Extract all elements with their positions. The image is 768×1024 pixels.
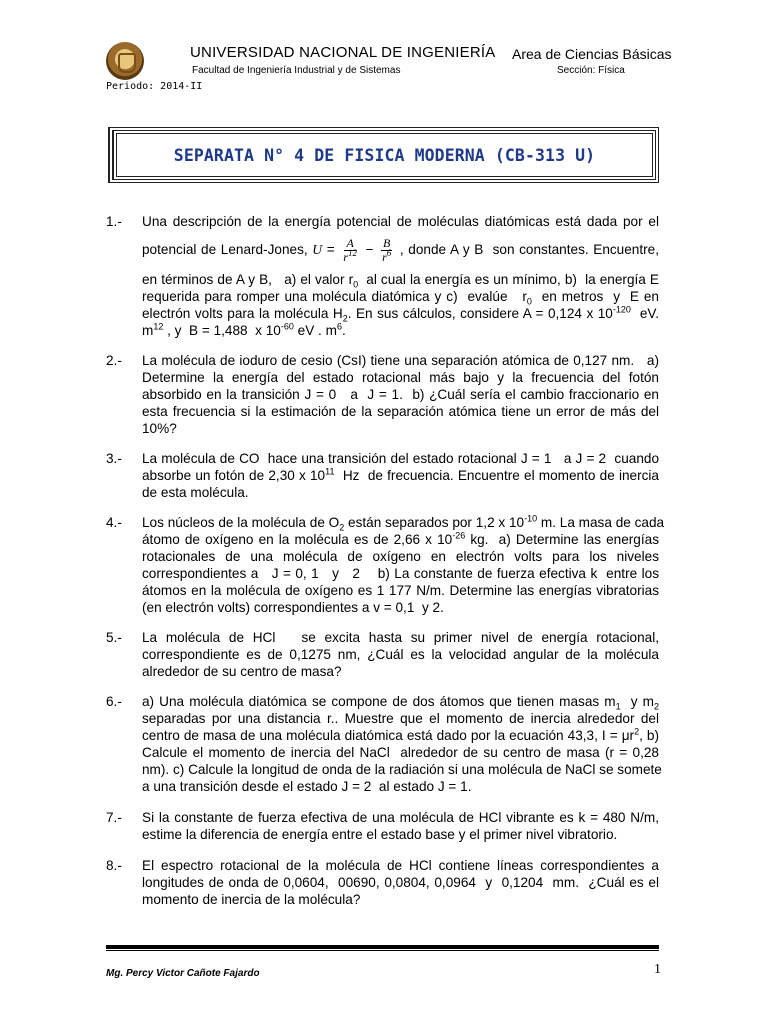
- title-box: [108, 127, 659, 183]
- footer-divider-thin: [106, 950, 659, 951]
- footer-divider: [106, 945, 659, 949]
- problem-8: [106, 857, 659, 908]
- problem-text: Una descripción de la energía potencial de moléculas diatómicas está dada por el potencial de Lenard-Jones, U = $\frac{A}{r^{12}}$ − $\frac{B}{r^6}$ , donde A y B son constantes. Encuentre, en términos de A y B, a) el valor $r_0$ al cual la energía es un mínimo, b) la energía E requerida para romper una molécula diatómica y c) evalúe $r_0$ en metros y E en electrón volts para la molécula $H_2$. En sus cálculos, considere A = 0,124 x $10^{-120}$ eV. $m^{12}$ , y B = 1,488 x $10^{-60}$ eV . $m^6$.: [142, 214, 660, 338]
- problem-number: 8.-: [106, 858, 122, 873]
- university-name: UNIVERSIDAD NACIONAL DE INGENIERÍA: [190, 44, 496, 61]
- area-name: Area de Ciencias Básicas: [512, 46, 672, 62]
- problem-5: [106, 629, 659, 680]
- problem-number: 3.-: [106, 451, 122, 466]
- university-seal-icon: [106, 42, 144, 80]
- footer-author: Mg. Percy Victor Cañote Fajardo: [106, 968, 260, 979]
- problem-7: [106, 809, 659, 843]
- problem-4: [106, 513, 665, 616]
- period-label: Periodo: 2014-II: [106, 81, 203, 92]
- problem-number: 2.-: [106, 353, 122, 368]
- problem-number: 1.-: [106, 214, 122, 229]
- problem-number: 7.-: [106, 810, 122, 825]
- problem-number: 5.-: [106, 630, 122, 645]
- problem-text: La molécula de CO hace una transición del estado rotacional J = 1 a J = 2 cuando absorbe un fotón de 2,30 x $10^{11}$ Hz de frecuencia. Encuentre el momento de inercia de esta molécula.: [142, 451, 659, 500]
- problem-text: La molécula de HCl se excita hasta su primer nivel de energía rotacional, correspondiente es de 0,1275 nm, ¿Cuál es la velocidad angular de la molécula alrededor de su centro de masa?: [142, 630, 659, 679]
- problem-3: [106, 450, 659, 501]
- problem-1: [106, 213, 659, 339]
- problem-number: 6.-: [106, 694, 122, 709]
- faculty-name: Facultad de Ingeniería Industrial y de Sistemas: [192, 65, 401, 76]
- problem-2: [106, 352, 659, 437]
- problem-text: La molécula de ioduro de cesio (CsI) tiene una separación atómica de 0,127 nm. a) Determine la energía del estado rotacional más bajo y la frecuencia del fotón absorbido en la transición J = 0 a J = 1. b) ¿Cuál sería el cambio fraccionario en esta frecuencia si la estimación de la separación atómica tiene un error de más del 10%?: [142, 353, 659, 436]
- problem-text: Si la constante de fuerza efectiva de una molécula de HCl vibrante es k = 480 N/m, estime la diferencia de energía entre el estado base y el primer nivel vibratorio.: [142, 810, 659, 842]
- section-name: Sección: Física: [557, 65, 625, 76]
- page-title: SEPARATA N° 4 DE FISICA MODERNA (CB-313 U): [173, 145, 596, 165]
- problem-text: Los núcleos de la molécula de $O_2$ están separados por 1,2 x $10^{-10}$ m. La masa de cada átomo de oxígeno en la molécula es de 2,66 x $10^{-26}$ kg. a) Determine las energías rotacionales de una molécula de oxígeno en electrón volts para los niveles correspondientes a J = 0, 1 y 2 b) La constante de fuerza efectiva k entre los átomos en la molécula de oxígeno es 1 177 N/m. Determine las energías vibratorias (en electrón volts) correspondientes a v = 0,1 y 2.: [142, 513, 665, 615]
- problem-text: a) Una molécula diatómica se compone de dos átomos que tienen masas $m_1$ y $m_2$ separadas por una distancia r.. Muestre que el momento de inercia alrededor del centro de masa de una molécula diatómica está dado por la ecuación 43,3, $I = \mu r^2$, b) Calcule el momento de inercia del NaCl alrededor de su centro de masa (r = 0,28 nm). c) Calcule la longitud de onda de la radiación si una molécula de NaCl se somete a una transición desde el estado J = 2 al estado J = 1.: [142, 694, 662, 794]
- page-number: 1: [654, 962, 661, 977]
- problem-number: 4.-: [106, 515, 122, 530]
- problem-text: El espectro rotacional de la molécula de HCl contiene líneas correspondientes a longitudes de onda de 0,0604, 00690, 0,0804, 0,0964 y 0,1204 mm. ¿Cuál es el momento de inercia de la molécula?: [142, 858, 659, 907]
- problem-6: [106, 693, 662, 795]
